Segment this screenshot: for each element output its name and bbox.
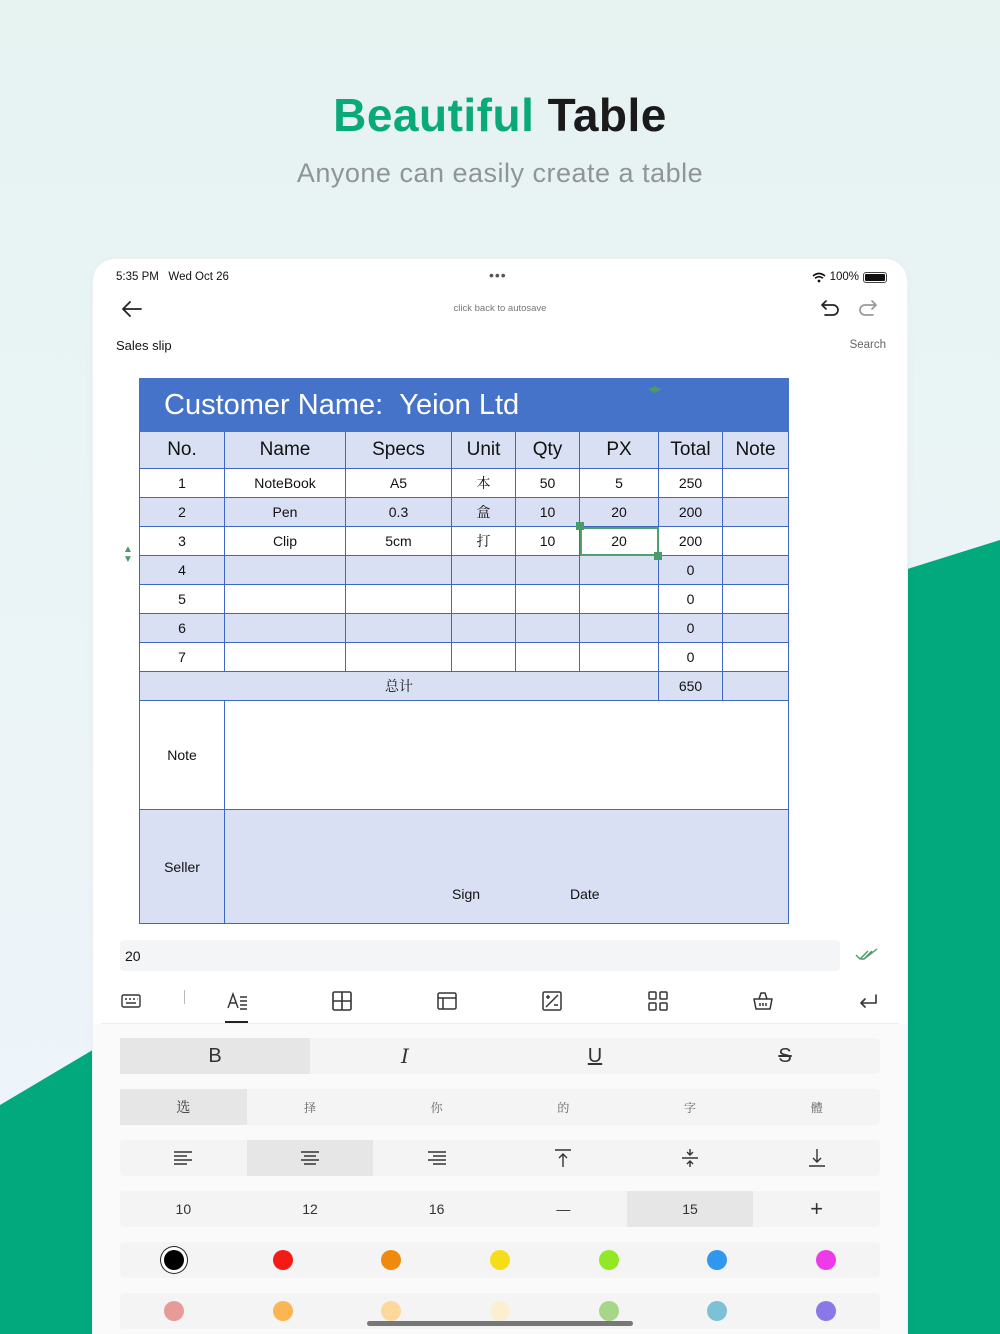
table-cell[interactable]: 3 — [140, 527, 225, 556]
sign-label: Sign — [452, 886, 481, 902]
header-row — [140, 432, 789, 469]
color-swatch[interactable] — [771, 1293, 880, 1329]
table-cell[interactable]: 200 — [659, 527, 723, 556]
table-cell[interactable]: 250 — [659, 469, 723, 498]
note-cell[interactable] — [225, 701, 789, 810]
battery-icon — [863, 272, 887, 283]
date-label: Date — [570, 886, 600, 902]
status-right — [812, 271, 887, 283]
header-cell[interactable]: Qty — [516, 432, 580, 469]
size-option[interactable]: 10 — [175, 1201, 192, 1217]
color-swatch[interactable] — [120, 1242, 229, 1278]
font-option[interactable]: 體 — [810, 1100, 823, 1115]
table-cell[interactable] — [452, 643, 516, 672]
grid-apps-icon[interactable] — [642, 985, 674, 1017]
device-screen — [93, 259, 907, 1334]
table-cell[interactable] — [723, 643, 789, 672]
color-swatch[interactable] — [229, 1242, 338, 1278]
alignment-row — [120, 1140, 880, 1176]
selection-handle-bottom-right[interactable] — [654, 552, 662, 560]
table-cell[interactable]: Clip — [225, 527, 346, 556]
header-cell[interactable]: PX — [580, 432, 659, 469]
table-cell[interactable]: 本 — [452, 469, 516, 498]
table-row — [140, 527, 789, 556]
table-cell[interactable]: 10 — [516, 498, 580, 527]
table-cell[interactable] — [452, 556, 516, 585]
table-cell[interactable] — [723, 498, 789, 527]
table-cell[interactable]: 0 — [659, 585, 723, 614]
table-row — [140, 498, 789, 527]
formula-icon[interactable] — [536, 985, 568, 1017]
table-cell[interactable] — [225, 585, 346, 614]
table-cell[interactable]: 0.3 — [346, 498, 452, 527]
table-cell[interactable]: 5 — [580, 469, 659, 498]
table-cell[interactable] — [580, 614, 659, 643]
align-left-icon[interactable] — [120, 1140, 247, 1176]
decrease-size-button[interactable]: — — [556, 1201, 571, 1217]
total-value[interactable]: 650 — [659, 672, 723, 701]
customer-name-value: Yeion Ltd — [399, 388, 520, 421]
italic-button[interactable]: I — [401, 1044, 409, 1068]
navbar — [93, 297, 907, 321]
table-cell[interactable]: 5 — [140, 585, 225, 614]
hero-title — [0, 88, 1000, 142]
autosave-hint: click back to autosave — [453, 303, 547, 314]
align-center-icon[interactable] — [247, 1140, 374, 1176]
table-cell[interactable]: 盒 — [452, 498, 516, 527]
table-cell[interactable] — [723, 556, 789, 585]
battery-percent: 100% — [829, 271, 859, 283]
search-button[interactable]: Search — [849, 339, 886, 351]
table-cell[interactable]: NoteBook — [225, 469, 346, 498]
table-cell[interactable] — [580, 585, 659, 614]
format-panel — [93, 1024, 907, 1334]
table-cell[interactable]: 0 — [659, 614, 723, 643]
customer-name-label: Customer Name: — [164, 388, 384, 421]
table-cell[interactable] — [580, 556, 659, 585]
header-cell[interactable]: Total — [659, 432, 723, 469]
banner-row — [140, 379, 789, 432]
redo-icon[interactable] — [857, 297, 879, 319]
table-cell[interactable]: 打 — [452, 527, 516, 556]
note-label[interactable]: Note — [140, 701, 225, 810]
color-swatch[interactable] — [446, 1242, 555, 1278]
table-cell[interactable]: 6 — [140, 614, 225, 643]
table-cell[interactable] — [723, 672, 789, 701]
seller-label[interactable]: Seller — [140, 810, 225, 924]
table-cell[interactable]: A5 — [346, 469, 452, 498]
seller-row — [140, 810, 789, 924]
table-cell[interactable] — [723, 527, 789, 556]
color-swatch[interactable] — [663, 1293, 772, 1329]
note-row — [140, 701, 789, 810]
header-cell[interactable]: No. — [140, 432, 225, 469]
table-cell[interactable] — [225, 614, 346, 643]
font-size-row — [120, 1191, 880, 1227]
return-icon[interactable] — [852, 985, 884, 1017]
table-cell[interactable]: 1 — [140, 469, 225, 498]
status-time: 5:35 PM Wed Oct 26 — [116, 271, 229, 283]
color-swatch[interactable] — [663, 1242, 772, 1278]
table-cell[interactable]: 50 — [516, 469, 580, 498]
font-option[interactable]: 你 — [430, 1100, 443, 1115]
table-cell[interactable]: 200 — [659, 498, 723, 527]
font-row — [120, 1089, 880, 1125]
keyboard-icon[interactable] — [115, 985, 147, 1017]
table-cell[interactable]: 2 — [140, 498, 225, 527]
wifi-icon — [812, 272, 826, 283]
size-option[interactable]: 16 — [428, 1201, 445, 1217]
table-cell[interactable]: 20 — [580, 498, 659, 527]
table-cell[interactable] — [723, 469, 789, 498]
font-option[interactable]: 字 — [684, 1100, 697, 1115]
total-row — [140, 672, 789, 701]
table-grid-icon[interactable] — [326, 985, 358, 1017]
table-cell[interactable] — [580, 643, 659, 672]
header-cell[interactable]: Note — [723, 432, 789, 469]
header-cell[interactable]: Name — [225, 432, 346, 469]
header-cell[interactable]: Unit — [452, 432, 516, 469]
valign-top-icon[interactable] — [500, 1140, 627, 1176]
hero-title-green: Beautiful — [333, 89, 535, 141]
color-swatch[interactable] — [771, 1242, 880, 1278]
color-swatch[interactable] — [120, 1293, 229, 1329]
font-option[interactable]: 的 — [557, 1100, 570, 1115]
table-cell[interactable] — [346, 556, 452, 585]
banner-cell[interactable] — [140, 379, 789, 432]
table-cell[interactable] — [346, 614, 452, 643]
align-right-icon[interactable] — [373, 1140, 500, 1176]
table-row — [140, 556, 789, 585]
seller-cell[interactable] — [225, 810, 789, 924]
status-bar — [116, 267, 887, 285]
color-swatch[interactable] — [554, 1242, 663, 1278]
document-title: Sales slip — [116, 338, 172, 353]
table-cell[interactable]: 0 — [659, 643, 723, 672]
text-style-row — [120, 1038, 880, 1074]
table-cell[interactable] — [225, 643, 346, 672]
header-cell[interactable]: Specs — [346, 432, 452, 469]
table-cell[interactable] — [346, 585, 452, 614]
hero-subtitle: Anyone can easily create a table — [296, 158, 704, 188]
increase-size-button[interactable]: + — [810, 1196, 824, 1221]
bold-button[interactable]: B — [120, 1038, 310, 1074]
table-cell[interactable]: 4 — [140, 556, 225, 585]
table-cell[interactable] — [723, 614, 789, 643]
font-option[interactable]: 选 — [120, 1089, 247, 1125]
table-cell[interactable] — [516, 556, 580, 585]
multitask-dots-icon[interactable]: ••• — [489, 267, 507, 283]
table-cell[interactable] — [516, 643, 580, 672]
undo-icon[interactable] — [819, 297, 841, 319]
double-check-icon[interactable] — [855, 946, 879, 964]
table-cell[interactable] — [346, 643, 452, 672]
table-row — [140, 469, 789, 498]
underline-button[interactable]: U — [587, 1044, 603, 1067]
table-cell[interactable] — [723, 585, 789, 614]
text-format-icon[interactable] — [221, 985, 253, 1017]
total-label[interactable]: 总计 — [140, 672, 659, 701]
table-cell[interactable] — [452, 585, 516, 614]
editor-toolbar — [93, 985, 907, 1023]
home-indicator[interactable] — [367, 1321, 633, 1326]
table-cell[interactable]: 7 — [140, 643, 225, 672]
strikethrough-button[interactable]: S — [778, 1044, 792, 1067]
table-cell[interactable] — [516, 614, 580, 643]
selected-cell[interactable]: 20 — [580, 527, 659, 556]
color-swatch[interactable] — [229, 1293, 338, 1329]
valign-middle-icon[interactable] — [627, 1140, 754, 1176]
table-row — [140, 643, 789, 672]
valign-bottom-icon[interactable] — [753, 1140, 880, 1176]
current-size[interactable]: 15 — [627, 1191, 754, 1227]
cell-value-input[interactable]: 20 — [120, 940, 840, 971]
font-option[interactable]: 择 — [304, 1100, 317, 1115]
table-cell[interactable]: Pen — [225, 498, 346, 527]
table-cell[interactable]: 10 — [516, 527, 580, 556]
row-resize-arrows-icon[interactable]: ▲ ▼ — [123, 544, 133, 565]
toolbar-divider — [184, 990, 185, 1004]
table-layout-icon[interactable] — [431, 985, 463, 1017]
basket-icon[interactable] — [747, 985, 779, 1017]
column-resize-arrows-icon[interactable]: ◀▶ — [648, 384, 660, 395]
table-cell[interactable] — [516, 585, 580, 614]
color-row-1 — [120, 1242, 880, 1278]
table-cell[interactable] — [225, 556, 346, 585]
table-cell[interactable]: 5cm — [346, 527, 452, 556]
selection-handle-top-left[interactable] — [576, 522, 584, 530]
spreadsheet — [139, 378, 788, 924]
table-cell[interactable]: 0 — [659, 556, 723, 585]
hero-title-dark: Table — [547, 89, 667, 141]
table-cell[interactable] — [452, 614, 516, 643]
table-row — [140, 585, 789, 614]
size-option[interactable]: 12 — [302, 1201, 318, 1217]
table-row — [140, 614, 789, 643]
color-swatch[interactable] — [337, 1242, 446, 1278]
